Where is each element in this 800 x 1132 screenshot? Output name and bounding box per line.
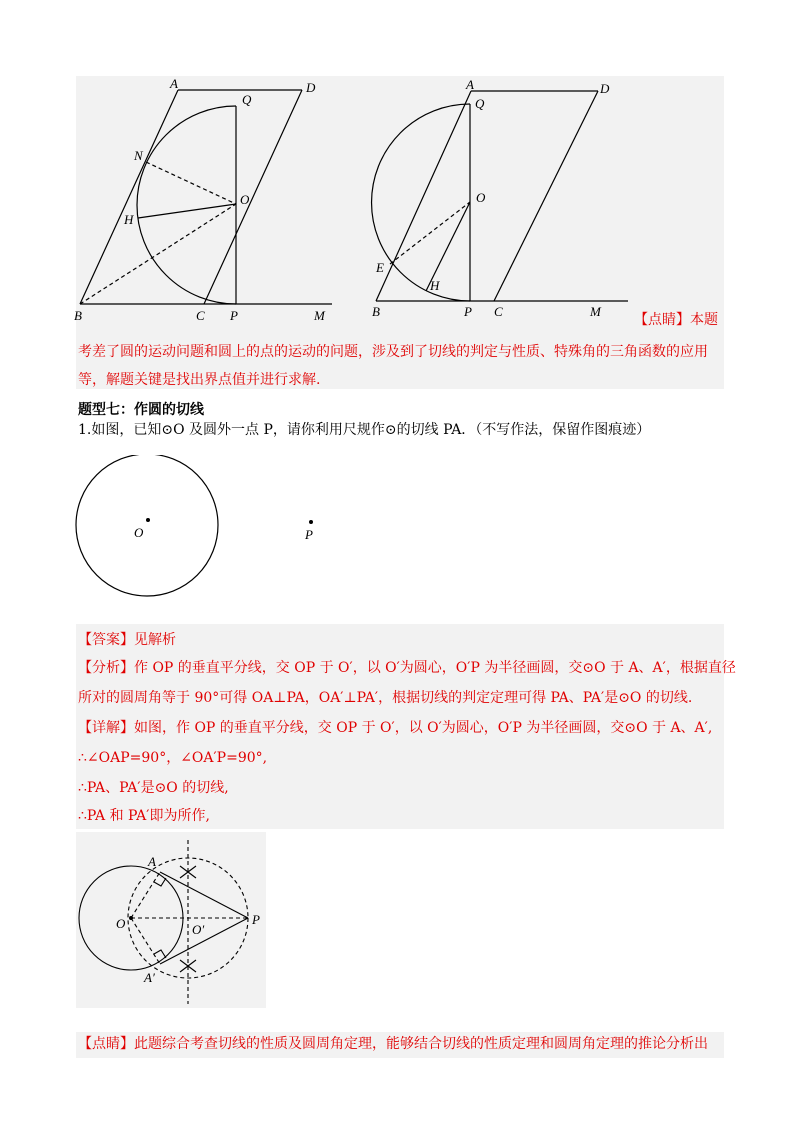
fig1-line-ho bbox=[138, 204, 236, 218]
fig2-line-dc bbox=[494, 91, 598, 301]
fig1-semicircle bbox=[137, 106, 236, 304]
fig4-right-angle-a2 bbox=[154, 950, 166, 958]
top-note-tag: 【点睛】 bbox=[634, 312, 690, 328]
fig2-label-e: E bbox=[376, 260, 384, 275]
fig1-label-b: B bbox=[74, 308, 82, 323]
fig4-line-oa2 bbox=[131, 918, 160, 964]
detail-line4: ∴PA 和 PA′即为所作, bbox=[78, 808, 210, 824]
fig1-label-m: M bbox=[314, 308, 325, 323]
fig2-label-q: Q bbox=[475, 96, 485, 111]
fig2-label-o: O bbox=[476, 190, 486, 205]
fig1-label-d: D bbox=[306, 80, 316, 95]
fig1-label-q: Q bbox=[242, 92, 252, 107]
figure-4 bbox=[76, 832, 266, 1008]
fig1-label-n: N bbox=[134, 148, 143, 163]
analysis-line1: 【分析】作 OP 的垂直平分线，交 OP 于 O′，以 O′为圆心，O′P 为半径画圆，交⊙O 于 A、A′，根据直径 bbox=[78, 660, 736, 676]
fig1-label-p: P bbox=[230, 308, 238, 323]
fig3-label-p: P bbox=[305, 527, 313, 542]
fig1-label-h: H bbox=[124, 212, 134, 227]
fig2-label-b: B bbox=[372, 304, 380, 319]
fig2-label-d: D bbox=[600, 81, 610, 96]
analysis-line2: 所对的圆周角等于 90°可得 OA⊥PA，OA′⊥PA′，根据切线的判定定理可得 PA、PA′是⊙O 的切线. bbox=[78, 690, 693, 706]
fig2-label-a: A bbox=[466, 77, 474, 92]
fig3-circle-o bbox=[76, 455, 218, 596]
fig4-label-a: A bbox=[148, 854, 156, 869]
fig1-label-c: C bbox=[196, 308, 205, 323]
bottom-note: 【点睛】此题综合考查切线的性质及圆周角定理，能够结合切线的性质定理和圆周角定理的推论分析出 bbox=[78, 1036, 708, 1052]
fig4-label-o2: O′ bbox=[192, 922, 205, 937]
top-note-line2: 考差了圆的运动问题和圆上的点的运动的问题，涉及到了切线的判定与性质、特殊角的三角函数的应用 bbox=[78, 344, 708, 360]
fig1-line-dc bbox=[204, 90, 302, 304]
fig2-label-m: M bbox=[590, 304, 601, 319]
figure-1 bbox=[70, 76, 340, 326]
fig4-line-oa bbox=[131, 872, 160, 918]
detail-line2: ∴∠OAP=90°，∠OA′P=90°, bbox=[78, 750, 268, 766]
fig1-line-no bbox=[146, 162, 236, 204]
fig2-line-eo bbox=[390, 202, 470, 264]
fig4-label-o: O bbox=[116, 916, 126, 931]
fig3-point-p bbox=[309, 520, 313, 524]
fig1-label-o: O bbox=[240, 192, 250, 207]
answer-line: 【答案】见解析 bbox=[78, 632, 176, 648]
section-title: 题型七：作圆的切线 bbox=[78, 402, 204, 418]
detail-line3: ∴PA、PA′是⊙O 的切线, bbox=[78, 780, 229, 796]
fig2-label-p: P bbox=[464, 304, 472, 319]
fig4-line-pa bbox=[160, 872, 248, 918]
figure-2 bbox=[366, 76, 636, 326]
fig2-label-c: C bbox=[494, 304, 503, 319]
fig4-right-angle-a bbox=[154, 878, 166, 886]
detail-line1: 【详解】如图，作 OP 的垂直平分线，交 OP 于 O′，以 O′为圆心，O′P 为半径画圆，交⊙O 于 A、A′, bbox=[78, 720, 713, 736]
figure-3 bbox=[70, 455, 350, 605]
top-note-line3: 等，解题关键是找出界点值并进行求解. bbox=[78, 372, 321, 388]
fig4-point-o bbox=[129, 916, 133, 920]
fig4-label-p: P bbox=[252, 912, 260, 927]
fig1-label-a: A bbox=[170, 76, 178, 91]
top-note-line1: 本题 bbox=[690, 312, 718, 328]
fig4-label-a2: A′ bbox=[144, 970, 155, 985]
fig3-point-o bbox=[146, 518, 150, 522]
fig3-label-o: O bbox=[134, 525, 144, 540]
fig2-label-h: H bbox=[430, 278, 440, 293]
fig2-line-ab bbox=[376, 91, 471, 301]
question-text: 1.如图，已知⊙O 及圆外一点 P，请你利用尺规作⊙的切线 PA．（不写作法，保留作图痕迹） bbox=[78, 422, 651, 438]
